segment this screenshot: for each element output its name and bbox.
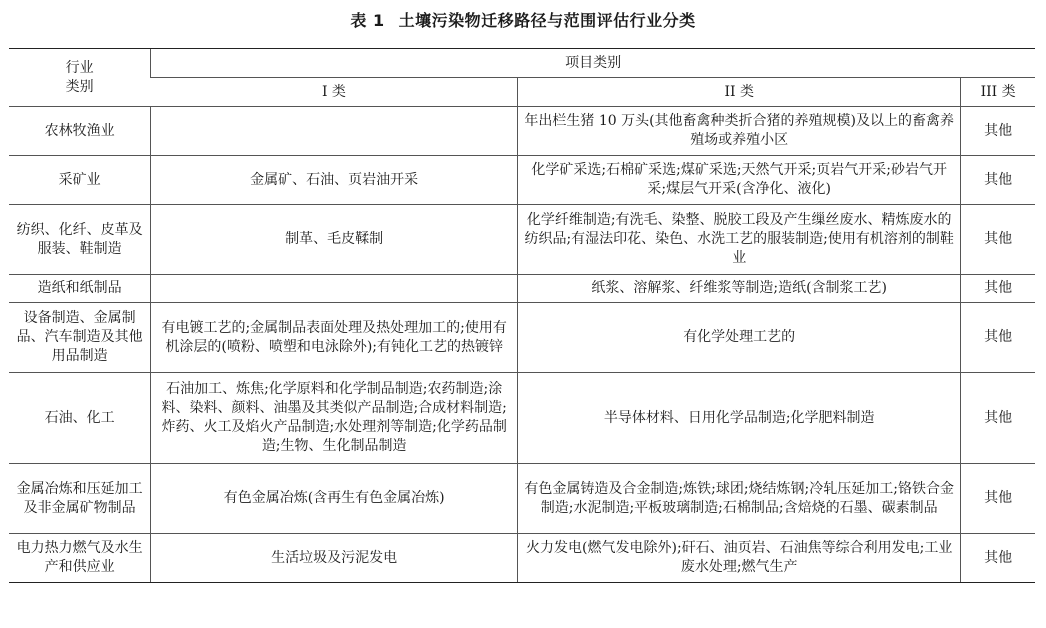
- table-row: [9, 275, 1035, 303]
- table-row: [9, 464, 1035, 534]
- class-i-cell: 生活垃圾及污泥发电: [151, 534, 518, 583]
- table-row: [9, 205, 1035, 275]
- industry-cell: 采矿业: [9, 156, 151, 205]
- class-iii-cell: 其他: [961, 107, 1035, 156]
- class-i-cell: [151, 107, 518, 156]
- class-i-cell: 制革、毛皮鞣制: [151, 205, 518, 275]
- class-iii-cell: 其他: [961, 373, 1035, 464]
- class-i-cell: 有色金属冶炼(含再生有色金属冶炼): [151, 464, 518, 534]
- class-iii-cell: 其他: [961, 534, 1035, 583]
- table-number: 表 1: [350, 11, 385, 30]
- table-row: [9, 373, 1035, 464]
- industry-cell: 设备制造、金属制品、汽车制造及其他用品制造: [9, 303, 151, 373]
- header-class-ii: II 类: [518, 78, 961, 107]
- header-industry: [9, 49, 151, 107]
- industry-classification-table: [9, 48, 1035, 583]
- table-row: [9, 534, 1035, 583]
- table-row: [9, 303, 1035, 373]
- header-class-i: I 类: [151, 78, 518, 107]
- class-i-cell: 有电镀工艺的;金属制品表面处理及热处理加工的;使用有机涂层的(喷粉、喷塑和电泳除外);有钝化工艺的热镀锌: [151, 303, 518, 373]
- class-ii-cell: 有化学处理工艺的: [518, 303, 961, 373]
- class-ii-cell: 化学纤维制造;有洗毛、染整、脱胶工段及产生缫丝废水、精炼废水的纺织品;有湿法印花、染色、水洗工艺的服装制造;使用有机溶剂的制鞋业: [518, 205, 961, 275]
- industry-cell: 金属冶炼和压延加工及非金属矿物制品: [9, 464, 151, 534]
- class-i-cell: 石油加工、炼焦;化学原料和化学制品制造;农药制造;涂料、染料、颜料、油墨及其类似产品制造;合成材料制造;炸药、火工及焰火产品制造;水处理剂等制造;化学药品制造;生物、生化制品制造: [151, 373, 518, 464]
- table-title: 土壤污染物迁移路径与范围评估行业分类: [398, 11, 696, 30]
- class-ii-cell: 化学矿采选;石棉矿采选;煤矿采选;天然气开采;页岩气开采;砂岩气开采;煤层气开采(含净化、液化): [518, 156, 961, 205]
- class-ii-cell: 年出栏生猪 10 万头(其他畜禽种类折合猪的养殖规模)及以上的畜禽养殖场或养殖小区: [518, 107, 961, 156]
- class-ii-cell: 有色金属铸造及合金制造;炼铁;球团;烧结炼钢;冷轧压延加工;铬铁合金制造;水泥制造;平板玻璃制造;石棉制品;含焙烧的石墨、碳素制品: [518, 464, 961, 534]
- table-row: [9, 107, 1035, 156]
- header-row-1: [9, 49, 1035, 78]
- class-i-cell: 金属矿、石油、页岩油开采: [151, 156, 518, 205]
- industry-cell: 造纸和纸制品: [9, 275, 151, 303]
- class-iii-cell: 其他: [961, 303, 1035, 373]
- class-ii-cell: 火力发电(燃气发电除外);矸石、油页岩、石油焦等综合利用发电;工业废水处理;燃气生产: [518, 534, 961, 583]
- table-row: [9, 156, 1035, 205]
- class-iii-cell: 其他: [961, 464, 1035, 534]
- industry-cell: 电力热力燃气及水生产和供应业: [9, 534, 151, 583]
- industry-cell: 石油、化工: [9, 373, 151, 464]
- header-industry-label: 行业 类别: [65, 59, 94, 95]
- industry-cell: 纺织、化纤、皮革及服装、鞋制造: [9, 205, 151, 275]
- class-iii-cell: 其他: [961, 156, 1035, 205]
- class-iii-cell: 其他: [961, 205, 1035, 275]
- header-project-category: 项目类别: [151, 49, 1035, 78]
- header-row-2: [9, 78, 1035, 107]
- class-i-cell: [151, 275, 518, 303]
- industry-cell: 农林牧渔业: [9, 107, 151, 156]
- class-iii-cell: 其他: [961, 275, 1035, 303]
- header-class-iii: III 类: [961, 78, 1035, 107]
- class-ii-cell: 纸浆、溶解浆、纤维浆等制造;造纸(含制浆工艺): [518, 275, 961, 303]
- table-caption: [0, 8, 1046, 31]
- class-ii-cell: 半导体材料、日用化学品制造;化学肥料制造: [518, 373, 961, 464]
